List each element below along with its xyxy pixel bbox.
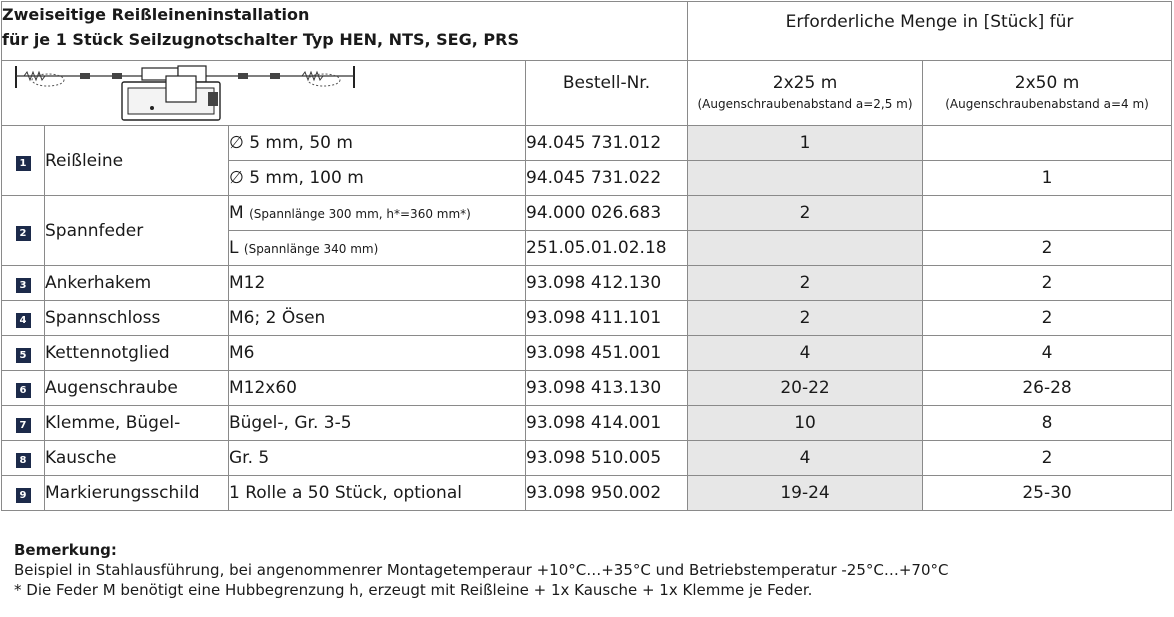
row-number-cell [2,266,45,301]
part-spec-main: 1 Rolle a 50 Stück, optional [229,483,462,503]
qty-25m: 4 [688,441,923,476]
part-name: Kettennotglied [45,336,229,371]
part-spec [229,476,526,511]
notes-line-1: Beispiel in Stahlausführung, bei angenommenrer Montagetemperaur +10°C…+35°C und Betriebstemperatur -25°C…+70°C [14,561,949,579]
order-number: 93.098 510.005 [526,441,688,476]
qty-col-50m-heading [923,61,1172,126]
qty-25m: 2 [688,301,923,336]
row-number-cell [2,476,45,511]
row-number-cell [2,126,45,196]
qty-col-25m-label: 2x25 m [772,73,838,93]
part-spec-main: M6; 2 Ösen [229,308,326,328]
notes [14,540,949,600]
row-number-cell [2,371,45,406]
qty-50m: 26-28 [923,371,1172,406]
table-row [2,476,1172,511]
part-name: Ankerhakem [45,266,229,301]
part-spec-detail: (Spannlänge 340 mm) [243,242,379,256]
order-number-heading: Bestell-Nr. [526,61,688,126]
qty-25m: 10 [688,406,923,441]
qty-25m: 2 [688,196,923,231]
row-number-badge: 7 [16,418,31,433]
notes-line-2: * Die Feder M benötigt eine Hubbegrenzung h, erzeugt mit Reißleine + 1x Kausche + 1x Klemme je Feder. [14,581,813,599]
order-number: 93.098 411.101 [526,301,688,336]
part-name: Spannschloss [45,301,229,336]
part-spec-main: Gr. 5 [229,448,270,468]
table-row [2,266,1172,301]
installation-diagram-cell [2,61,526,126]
table-row [2,301,1172,336]
qty-25m: 20-22 [688,371,923,406]
qty-25m: 4 [688,336,923,371]
parts-table [1,1,1172,511]
table-title [2,2,688,61]
part-spec-main: ∅ 5 mm, 50 m [229,133,353,153]
qty-50m: 25-30 [923,476,1172,511]
order-number: 93.098 950.002 [526,476,688,511]
qty-50m: 8 [923,406,1172,441]
row-number-cell [2,336,45,371]
header-row-1 [2,2,1172,61]
title-line-2: für je 1 Stück Seilzugnotschalter Typ HEN, NTS, SEG, PRS [2,30,519,49]
part-spec-main: M12x60 [229,378,297,398]
notes-heading: Bemerkung: [14,541,117,559]
part-spec-detail: (Spannlänge 300 mm, h*=360 mm*) [249,207,471,221]
qty-col-25m-heading [688,61,923,126]
qty-col-25m-sub: (Augenschraubenabstand a=2,5 m) [697,97,913,111]
row-number-cell [2,406,45,441]
row-number-badge: 6 [16,383,31,398]
order-number: 94.045 731.012 [526,126,688,161]
part-spec [229,441,526,476]
row-number-cell [2,301,45,336]
qty-heading: Erforderliche Menge in [Stück] für [688,2,1172,61]
row-number-badge: 1 [16,156,31,171]
part-spec-main: ∅ 5 mm, 100 m [229,168,364,188]
qty-50m: 4 [923,336,1172,371]
qty-25m [688,231,923,266]
part-name: Markierungsschild [45,476,229,511]
order-number: 94.000 026.683 [526,196,688,231]
qty-25m: 19-24 [688,476,923,511]
qty-50m: 2 [923,266,1172,301]
qty-col-50m-label: 2x50 m [1014,73,1080,93]
title-line-1: Zweiseitige Reißleineninstallation [2,5,310,24]
part-name: Reißleine [45,126,229,196]
order-number: 93.098 451.001 [526,336,688,371]
qty-25m [688,161,923,196]
order-number: 93.098 414.001 [526,406,688,441]
part-spec [229,161,526,196]
part-spec-main: M12 [229,273,266,293]
qty-col-50m-sub: (Augenschraubenabstand a=4 m) [945,97,1149,111]
part-spec [229,301,526,336]
table-wrapper [1,1,1172,511]
part-spec [229,196,526,231]
row-number-badge: 5 [16,348,31,363]
qty-50m: 2 [923,231,1172,266]
row-number-cell [2,196,45,266]
part-name: Klemme, Bügel- [45,406,229,441]
part-name: Spannfeder [45,196,229,266]
part-spec [229,231,526,266]
row-number-badge: 2 [16,226,31,241]
part-name: Kausche [45,441,229,476]
part-spec [229,406,526,441]
part-spec [229,371,526,406]
row-number-badge: 4 [16,313,31,328]
qty-50m: 2 [923,301,1172,336]
table-row [2,196,1172,231]
pull-wire-switch-installation-diagram-icon [2,62,522,124]
header-row-2 [2,61,1172,126]
qty-50m [923,196,1172,231]
part-spec-main: L [229,238,239,258]
order-number: 93.098 413.130 [526,371,688,406]
table-row [2,441,1172,476]
part-spec-main: M [229,203,244,223]
part-spec-main: Bügel-, Gr. 3-5 [229,413,352,433]
part-spec [229,336,526,371]
qty-25m: 2 [688,266,923,301]
order-number: 251.05.01.02.18 [526,231,688,266]
row-number-cell [2,441,45,476]
qty-25m: 1 [688,126,923,161]
table-row [2,126,1172,161]
table-row [2,336,1172,371]
qty-50m: 1 [923,161,1172,196]
qty-50m: 2 [923,441,1172,476]
qty-50m [923,126,1172,161]
row-number-badge: 9 [16,488,31,503]
order-number: 93.098 412.130 [526,266,688,301]
row-number-badge: 3 [16,278,31,293]
table-row [2,371,1172,406]
row-number-badge: 8 [16,453,31,468]
part-spec [229,126,526,161]
part-spec [229,266,526,301]
order-number: 94.045 731.022 [526,161,688,196]
table-row [2,406,1172,441]
part-name: Augenschraube [45,371,229,406]
part-spec-main: M6 [229,343,255,363]
